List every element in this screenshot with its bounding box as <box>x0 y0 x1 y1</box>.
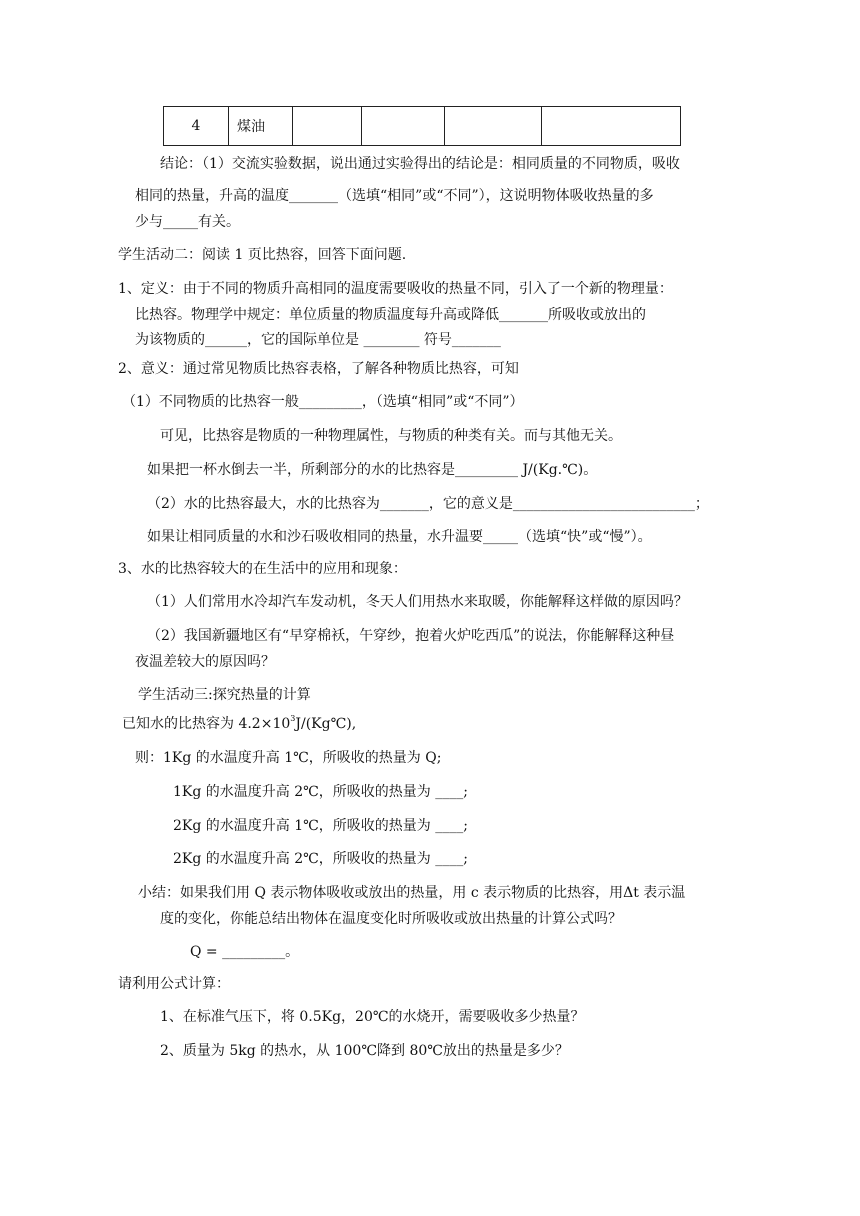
empty-cell <box>542 107 681 146</box>
known-value-unit: J/(Kg℃), <box>295 716 357 732</box>
definition-line-2: 比热容。物理学中规定：单位质量的物质温度每升高或降低_______所吸收或放出的 <box>135 307 646 323</box>
conclusion-line-1: 结论：（1）交流实验数据，说出通过实验得出的结论是：相同质量的不同物质，吸收 <box>160 156 680 172</box>
table-row <box>164 107 681 146</box>
conclusion-line-3: 少与_____有关。 <box>135 214 240 230</box>
application-line-3: （2）我国新疆地区有“早穿棉袄，午穿纱，抱着火炉吃西瓜”的说法，你能解释这种昼 <box>147 628 675 644</box>
summary-line-2: 度的变化，你能总结出物体在温度变化时所吸收或放出热量的计算公式吗？ <box>160 911 622 927</box>
conclusion-line-2: 相同的热量，升高的温度_______（选填“相同”或“不同”），这说明物体吸收热量的多 <box>135 188 654 204</box>
known-value-line <box>122 714 356 734</box>
known-value-exponent: 3 <box>290 714 296 723</box>
heat-question-2: 1Kg 的水温度升高 2℃，所吸收的热量为 ____; <box>173 784 468 800</box>
meaning-line-1: 2、意义：通过常见物质比热容表格，了解各种物质比热容，可知 <box>118 361 519 377</box>
definition-line-3: 为该物质的______，它的国际单位是 ________ 符号_______ <box>135 332 501 348</box>
heat-question-1: 则：1Kg 的水温度升高 1℃，所吸收的热量为 Q; <box>135 750 442 766</box>
empty-cell <box>362 107 445 146</box>
definition-line-1: 1、定义：由于不同的物质升高相同的温度需要吸收的热量不同，引入了一个新的物理量： <box>118 281 673 297</box>
application-line-1: 3、水的比热容较大的在生活中的应用和现象： <box>118 561 407 577</box>
summary-line-1: 小结：如果我们用 Q 表示物体吸收或放出的热量，用 c 表示物质的比热容，用Δt 表示温 <box>138 885 686 901</box>
activity3-title: 学生活动三:探究热量的计算 <box>138 687 311 703</box>
application-line-2: （1）人们常用水冷却汽车发动机，冬天人们用热水来取暖，你能解释这样做的原因吗？ <box>147 594 688 610</box>
meaning-line-3: 可见，比热容是物质的一种物理属性，与物质的种类有关。而与其他无关。 <box>160 428 622 444</box>
row-number-cell: 4 <box>164 107 229 146</box>
meaning-line-2: （1）不同物质的比热容一般_________，（选填“相同”或“不同”） <box>122 394 524 410</box>
empty-cell <box>293 107 362 146</box>
data-table <box>163 106 681 146</box>
application-line-4: 夜温差较大的原因吗？ <box>135 654 275 670</box>
formula-line: Q = _________。 <box>190 944 300 960</box>
heat-question-4: 2Kg 的水温度升高 2℃，所吸收的热量为 ____; <box>173 851 468 867</box>
known-value-text: 已知水的比热容为 4.2×10 <box>122 716 291 732</box>
calc-title: 请利用公式计算： <box>118 976 230 992</box>
meaning-line-5: （2）水的比热容最大，水的比热容为_______，它的意义是__________________________； <box>147 496 709 512</box>
heat-question-3: 2Kg 的水温度升高 1℃，所吸收的热量为 ____; <box>173 818 468 834</box>
empty-cell <box>445 107 542 146</box>
meaning-line-4: 如果把一杯水倒去一半，所剩部分的水的比热容是_________ J/(Kg.℃)。 <box>147 462 598 478</box>
calc-problem-2: 2、质量为 5kg 的热水，从 100℃降到 80℃放出的热量是多少？ <box>160 1043 569 1059</box>
activity2-title: 学生活动二：阅读 1 页比热容，回答下面问题. <box>118 247 407 263</box>
meaning-line-6: 如果让相同质量的水和沙石吸收相同的热量，水升温要_____（选填“快”或“慢”）。 <box>147 529 652 545</box>
substance-cell: 煤油 <box>229 107 293 146</box>
calc-problem-1: 1、在标准气压下，将 0.5Kg，20℃的水烧开，需要吸收多少热量？ <box>160 1009 585 1025</box>
